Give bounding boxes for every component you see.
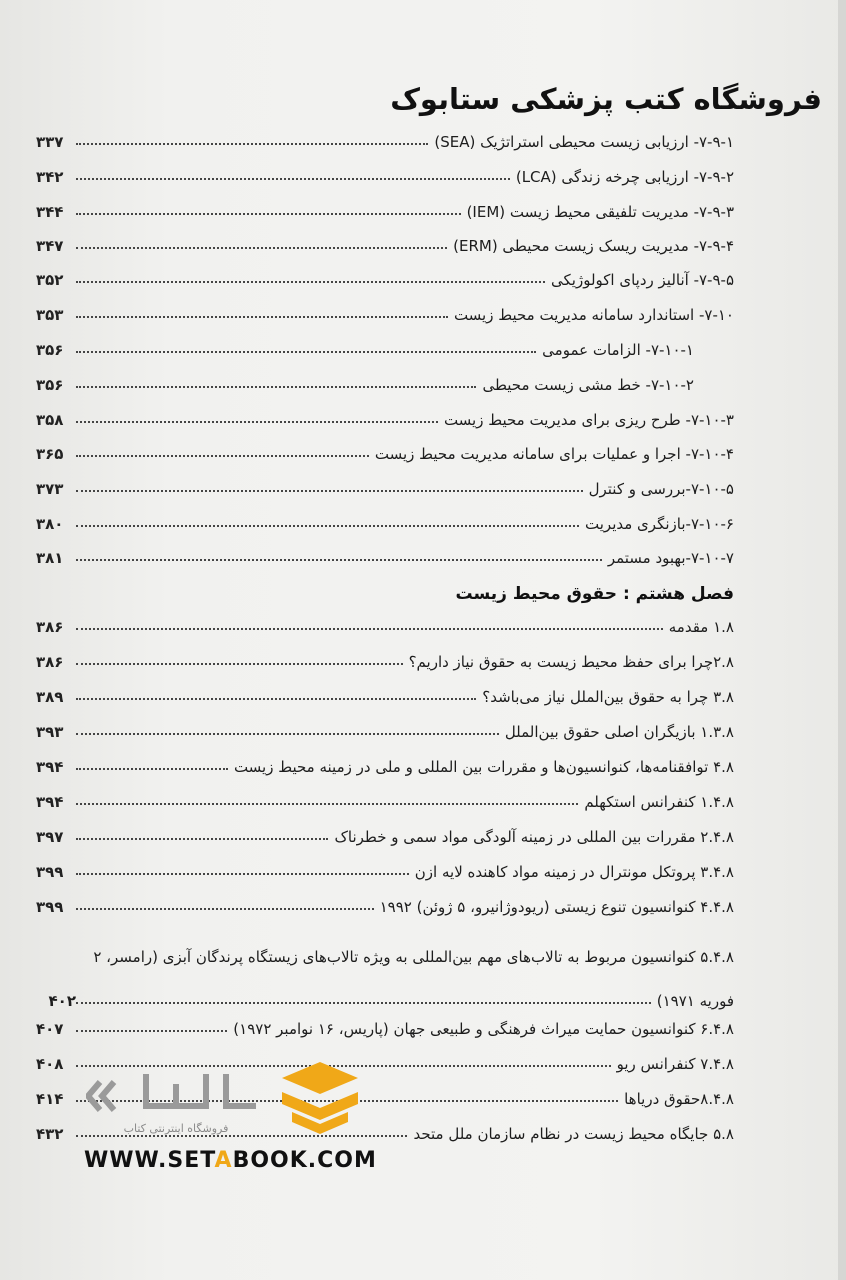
toc-row[interactable] bbox=[36, 855, 734, 881]
page-number: ۳۳۷ bbox=[36, 133, 64, 151]
toc-row[interactable] bbox=[36, 541, 734, 567]
entry-title: ۷-۱۰-۵-بررسی و کنترل bbox=[588, 480, 734, 498]
page-number: ۳۸۶ bbox=[36, 618, 64, 636]
entry-title: ۴.۸ توافقنامه‌ها، کنوانسیون‌ها و مقررات بین المللی و ملی در زمینه محیط زیست bbox=[233, 758, 734, 776]
page-number: ۳۵۶ bbox=[36, 376, 64, 394]
entry-title: ۲.۴.۸ مقررات بین المللی در زمینه آلودگی مواد سمی و خطرناک bbox=[334, 828, 734, 846]
toc-row[interactable] bbox=[36, 785, 734, 811]
page-number: ۳۸۱ bbox=[36, 549, 64, 567]
page-number: ۳۵۸ bbox=[36, 411, 64, 429]
entry-title: ۷-۱۰-۶-بازنگری مدیریت bbox=[585, 515, 734, 533]
dot-leader bbox=[76, 696, 476, 700]
page-number: ۳۴۴ bbox=[36, 203, 64, 221]
dot-leader bbox=[76, 766, 228, 770]
dot-leader bbox=[76, 245, 447, 249]
dot-leader bbox=[76, 176, 510, 180]
entry-title: ۴.۴.۸ کنوانسیون تنوع زیستی (ریودوژانیرو، ۵ ژوئن) ۱۹۹۲ bbox=[379, 898, 734, 916]
entry-title: ۷-۱۰- استاندارد سامانه مدیریت محیط زیست bbox=[453, 306, 734, 324]
page-number: ۳۷۳ bbox=[36, 480, 64, 498]
page-number: ۳۹۳ bbox=[36, 723, 64, 741]
dot-leader bbox=[76, 141, 428, 145]
entry-title: ۱.۸ مقدمه bbox=[668, 618, 734, 636]
entry-title: ۷-۱۰-۴- اجرا و عملیات برای سامانه مدیریت محیط زیست bbox=[374, 445, 734, 463]
dot-leader bbox=[76, 1000, 651, 1004]
toc-row[interactable] bbox=[36, 368, 694, 394]
entry-title: ۷-۹-۲- ارزیابی چرخه زندگی (LCA) bbox=[515, 168, 734, 186]
dot-leader bbox=[76, 211, 461, 215]
page-number: ۴۰۸ bbox=[36, 1055, 64, 1073]
dot-leader bbox=[76, 801, 578, 805]
page-number: ۳۸۰ bbox=[36, 515, 64, 533]
wrapped-toc-entry bbox=[36, 943, 734, 972]
page-number: ۳۵۶ bbox=[36, 341, 64, 359]
toc-row[interactable] bbox=[36, 403, 734, 429]
entry-title: ۵.۸ جایگاه محیط زیست در نظام سازمان ملل متحد bbox=[413, 1125, 734, 1143]
wrapped-entry-line1: ۵.۴.۸ کنوانسیون مربوط به تالاب‌های مهم بین‌المللی به ویژه تالاب‌های زیستگاه پرندگان آبزی (رامسر، ۲ bbox=[93, 948, 734, 966]
page-number: ۳۹۹ bbox=[36, 863, 64, 881]
page-number: ۳۸۶ bbox=[36, 653, 64, 671]
page-number: ۳۵۲ bbox=[36, 271, 64, 289]
entry-title: ۶.۴.۸ کنوانسیون حمایت میراث فرهنگی و طبیعی جهان (پاریس، ۱۶ نوامبر ۱۹۷۲) bbox=[233, 1020, 734, 1038]
entry-title: ۷-۱۰-۷-بهبود مستمر bbox=[607, 549, 734, 567]
store-title: فروشگاه کتب پزشکی ستابوک bbox=[390, 82, 822, 116]
dot-leader bbox=[76, 871, 409, 875]
toc-row[interactable] bbox=[36, 160, 734, 186]
page-edge bbox=[838, 0, 846, 1280]
toc-row[interactable] bbox=[36, 820, 734, 846]
dot-leader bbox=[76, 314, 448, 318]
entry-title: ۷-۹-۳- مدیریت تلفیقی محیط زیست (IEM) bbox=[466, 203, 734, 221]
entry-title: ۲.۸چرا برای حفظ محیط زیست به حقوق نیاز داریم؟ bbox=[408, 653, 734, 671]
dot-leader bbox=[76, 557, 602, 561]
toc-row[interactable] bbox=[36, 437, 734, 463]
dot-leader bbox=[76, 1028, 227, 1032]
page-number: ۳۹۷ bbox=[36, 828, 64, 846]
dot-leader bbox=[76, 626, 663, 630]
dot-leader bbox=[76, 906, 374, 910]
toc-row[interactable] bbox=[36, 610, 734, 636]
dot-leader bbox=[76, 419, 438, 423]
toc-row[interactable] bbox=[36, 1012, 734, 1038]
entry-title: ۳.۴.۸ پروتکل مونترال در زمینه مواد کاهنده لایه ازن bbox=[414, 863, 734, 881]
entry-title: ۷.۴.۸ کنفرانس ریو bbox=[616, 1055, 734, 1073]
dot-leader bbox=[76, 661, 403, 665]
toc-row[interactable] bbox=[36, 715, 734, 741]
dot-leader bbox=[76, 731, 499, 735]
toc-row[interactable] bbox=[36, 263, 734, 289]
page-number: ۴۰۷ bbox=[36, 1020, 64, 1038]
dot-leader bbox=[76, 836, 328, 840]
entry-title: ۳.۸ چرا به حقوق بین‌الملل نیاز می‌باشد؟ bbox=[482, 688, 734, 706]
page-number: ۳۸۹ bbox=[36, 688, 64, 706]
page-number: ۴۰۲ bbox=[48, 992, 76, 1010]
dot-leader bbox=[76, 488, 583, 492]
toc-row[interactable] bbox=[36, 680, 734, 706]
toc-row[interactable] bbox=[36, 125, 734, 151]
entry-title: ۷-۱۰-۲- خط مشی زیست محیطی bbox=[482, 376, 694, 394]
page-number: ۴۳۲ bbox=[36, 1125, 64, 1143]
dot-leader bbox=[76, 523, 579, 527]
entry-title: ۷-۱۰-۳- طرح ریزی برای مدیریت محیط زیست bbox=[443, 411, 734, 429]
toc-row[interactable] bbox=[36, 298, 734, 324]
page-number: ۳۴۷ bbox=[36, 237, 64, 255]
entry-title: ۷-۱۰-۱- الزامات عمومی bbox=[542, 341, 694, 359]
logo-tagline: فروشگاه اینترنتی کتاب bbox=[123, 1122, 229, 1135]
toc-row[interactable] bbox=[36, 333, 694, 359]
wrapped-entry-line2: فوریه ۱۹۷۱) bbox=[656, 992, 734, 1010]
page-number: ۳۹۹ bbox=[36, 898, 64, 916]
dot-leader bbox=[76, 384, 476, 388]
page-number: ۳۵۳ bbox=[36, 306, 64, 324]
toc-row[interactable] bbox=[36, 472, 734, 498]
toc-row[interactable] bbox=[36, 645, 734, 671]
toc-row[interactable] bbox=[36, 750, 734, 776]
entry-title: ۷-۹-۱- ارزیابی زیست محیطی استراتژیک (SEA) bbox=[434, 133, 734, 151]
dot-leader bbox=[76, 349, 536, 353]
page-number: ۳۹۴ bbox=[36, 793, 64, 811]
dot-leader bbox=[76, 453, 369, 457]
page-number: ۴۱۴ bbox=[36, 1090, 64, 1108]
setabook-logo bbox=[86, 1060, 386, 1140]
entry-title: ۱.۴.۸ کنفرانس استکهلم bbox=[584, 793, 734, 811]
entry-title: ۷-۹-۵- آنالیز ردپای اکولوژیکی bbox=[551, 271, 734, 289]
entry-title: ۷-۹-۴- مدیریت ریسک زیست محیطی (ERM) bbox=[453, 237, 734, 255]
toc-row[interactable] bbox=[36, 195, 734, 221]
toc-row[interactable] bbox=[36, 229, 734, 255]
entry-title: ۸.۴.۸حقوق دریاها bbox=[624, 1090, 734, 1108]
page-number: ۳۹۴ bbox=[36, 758, 64, 776]
chapter-heading: فصل هشتم : حقوق محیط زیست bbox=[455, 584, 734, 604]
page-number: ۳۴۲ bbox=[36, 168, 64, 186]
toc-row[interactable] bbox=[36, 507, 734, 533]
dot-leader bbox=[76, 279, 545, 283]
toc-row-wrapped[interactable] bbox=[36, 984, 734, 1010]
entry-title: ۱.۳.۸ بازیگران اصلی حقوق بین‌الملل bbox=[504, 723, 734, 741]
toc-row[interactable] bbox=[36, 890, 734, 916]
page-number: ۳۶۵ bbox=[36, 445, 64, 463]
watermark-url: WWW.SETABOOK.COM bbox=[84, 1148, 377, 1173]
logo-chevron-top bbox=[282, 1062, 358, 1094]
